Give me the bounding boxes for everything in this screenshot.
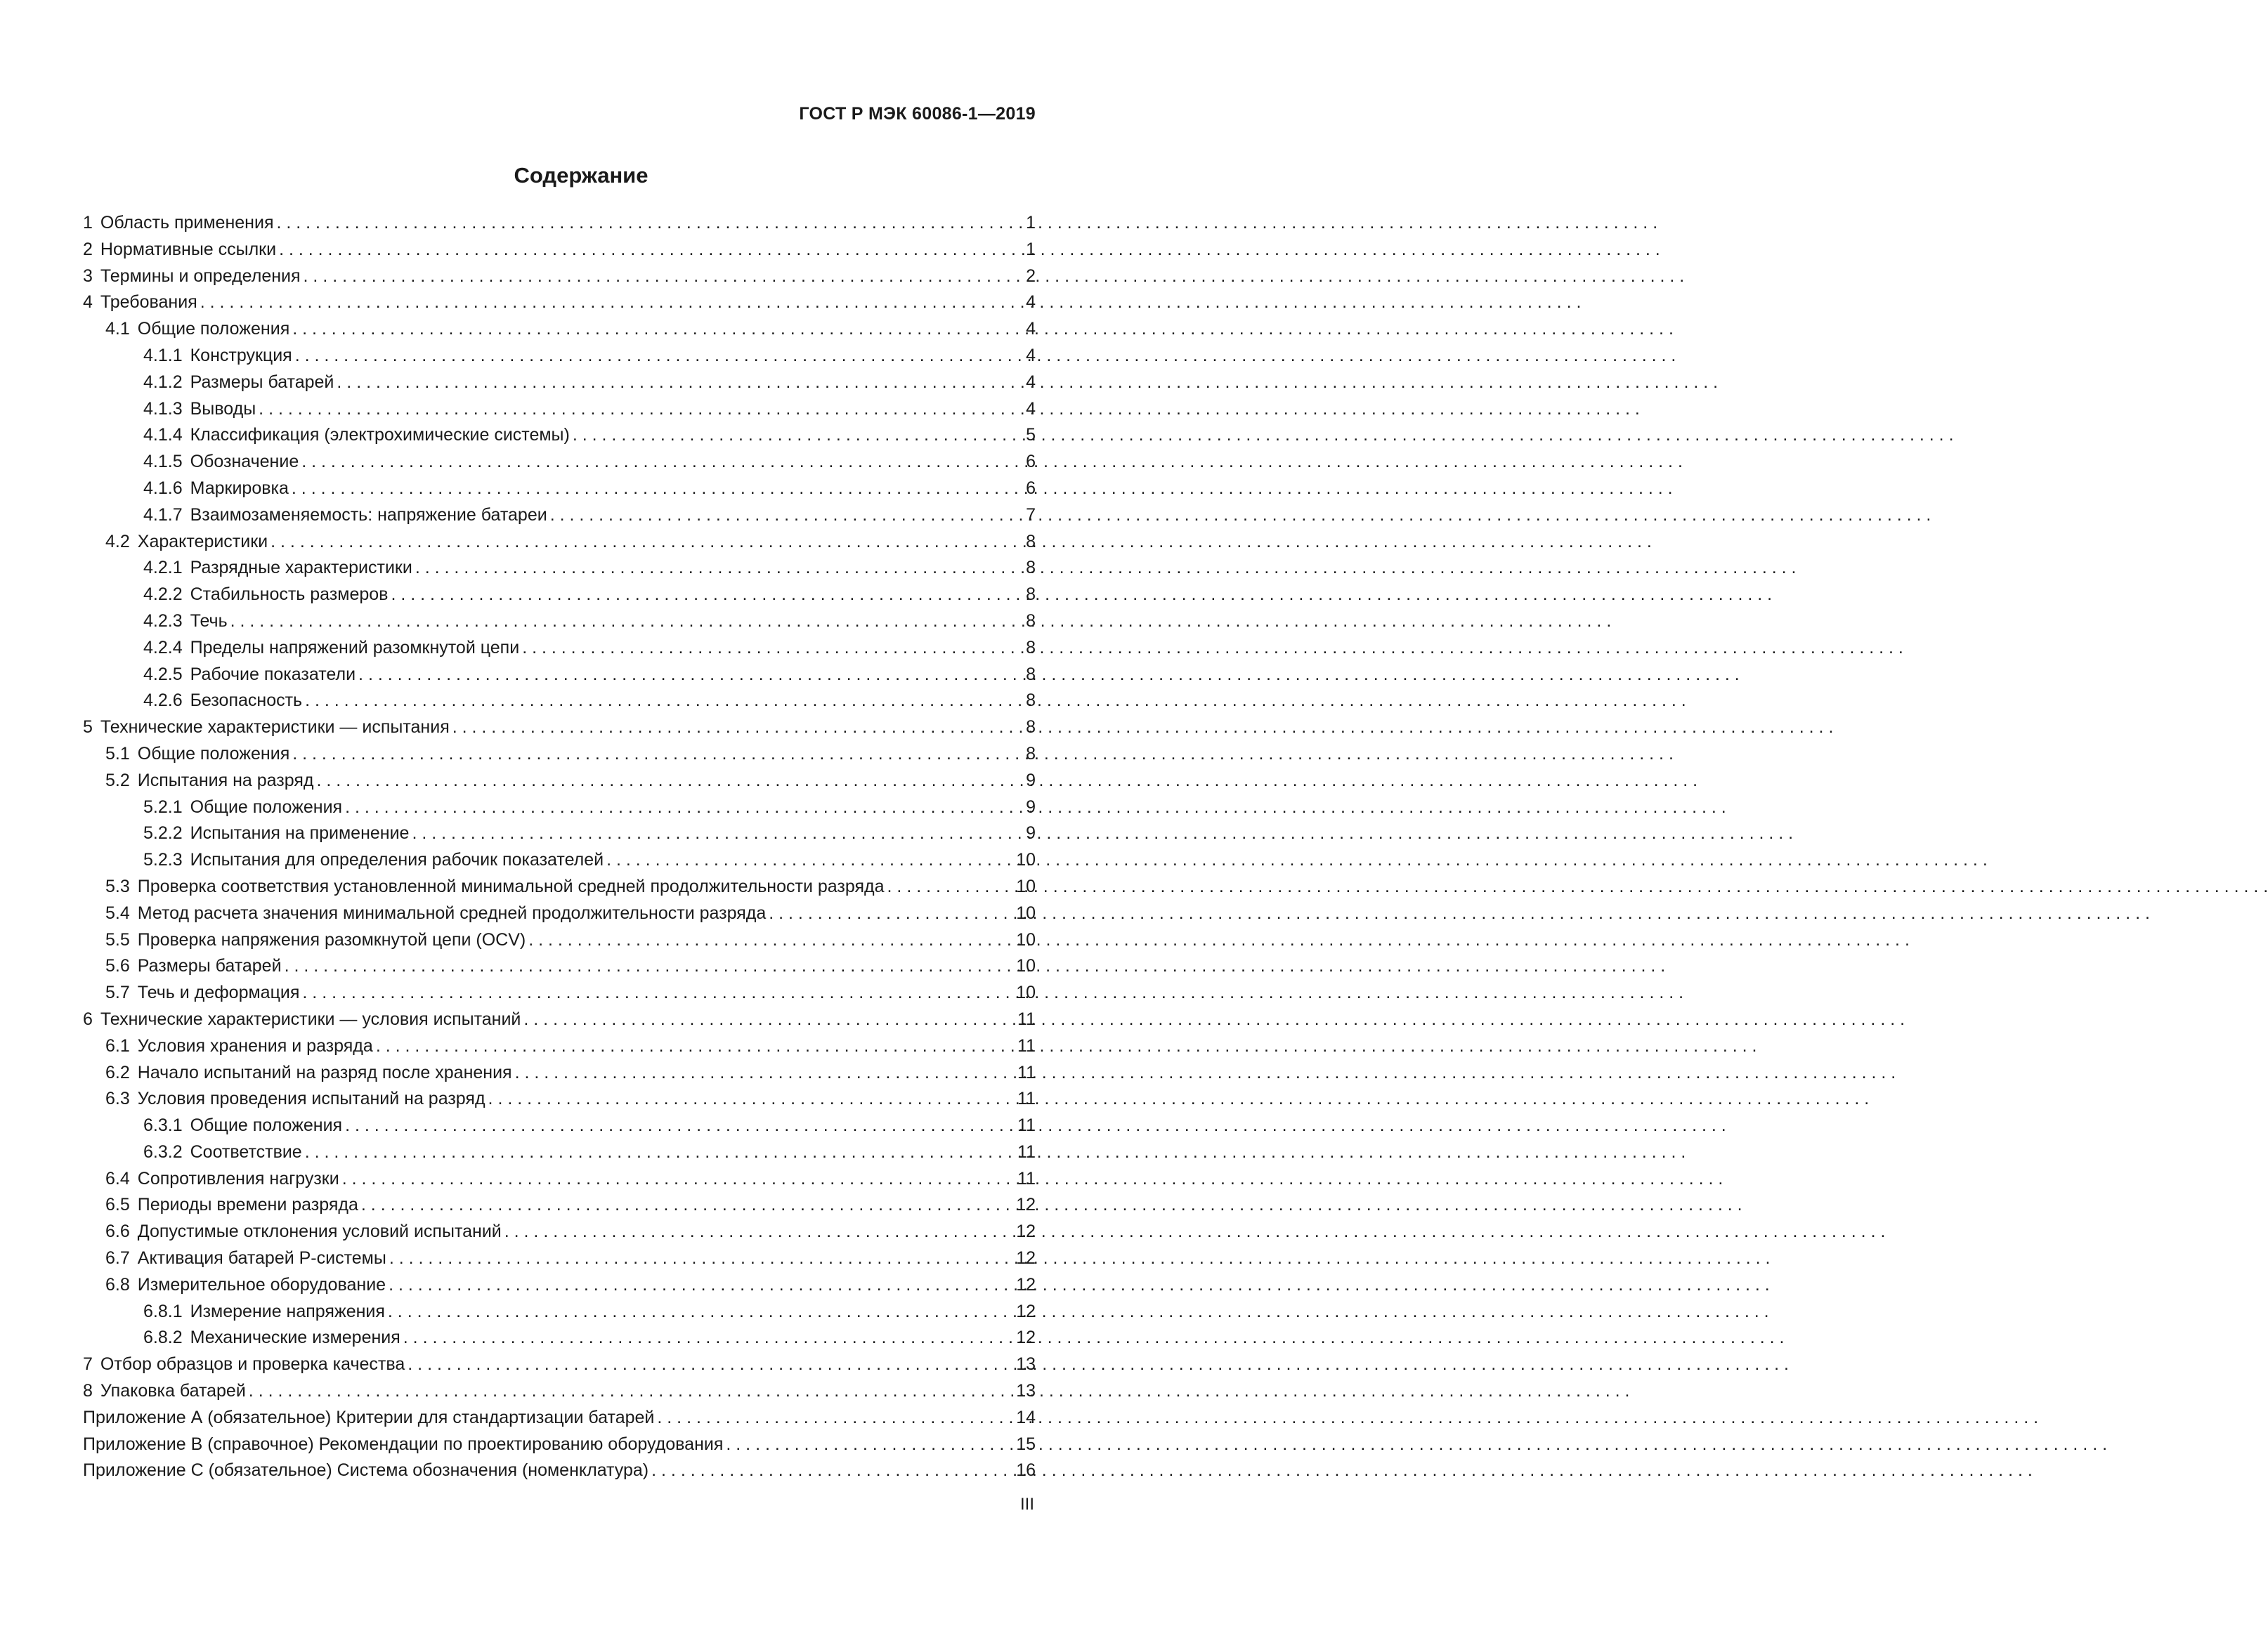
- toc-entry-label: Рабочие показатели: [190, 664, 356, 684]
- toc-entry-page: 1: [1026, 213, 1036, 233]
- dot-leader: [523, 1009, 1001, 1030]
- dot-leader: [316, 771, 1001, 791]
- toc-entry-label: Измерение напряжения: [190, 1301, 385, 1321]
- dot-leader: [528, 930, 1001, 950]
- toc-entry-number: 6.5: [105, 1195, 130, 1215]
- toc-entry[interactable]: [83, 213, 1036, 240]
- dot-leader: [292, 744, 1001, 764]
- toc-entry-label: Отбор образцов и проверка качества: [100, 1354, 405, 1375]
- toc-entry-label: Приложение В (справочное) Рекомендации по проектированию оборудования: [83, 1434, 724, 1454]
- toc-entry[interactable]: [83, 1328, 1036, 1354]
- toc-entry-number: 6.4: [105, 1168, 130, 1189]
- toc-entry-page: 6: [1026, 452, 1036, 472]
- dot-leader: [657, 1408, 1001, 1428]
- toc-entry-label: Маркировка: [190, 478, 289, 498]
- toc-entry-number: 5.2.3: [143, 850, 183, 870]
- toc-entry-label: Размеры батарей: [190, 372, 334, 392]
- toc-entry-label: Приложение С (обязательное) Система обозначения (номенклатура): [83, 1460, 649, 1481]
- toc-entry[interactable]: [83, 1063, 1036, 1089]
- toc-entry[interactable]: [83, 956, 1036, 983]
- toc-entry-label: Классификация (электрохимические системы): [190, 425, 570, 445]
- toc-entry-label: Конструкция: [190, 345, 292, 365]
- toc-entry-label: Испытания на применение: [190, 823, 410, 844]
- toc-entry-page: 8: [1026, 584, 1036, 605]
- toc-entry[interactable]: [83, 638, 1036, 665]
- dot-leader: [295, 346, 1001, 366]
- toc-entry-number: 6: [83, 1009, 93, 1029]
- toc-entry-number: 4.1.6: [143, 478, 183, 498]
- toc-entry-number: 5.7: [105, 983, 130, 1003]
- toc-entry[interactable]: [83, 1354, 1036, 1381]
- dot-leader: [301, 452, 1001, 472]
- toc-entry-number: 4.1: [105, 319, 130, 339]
- toc-entry-page: 10: [1016, 876, 1036, 896]
- toc-entry-page: 8: [1026, 664, 1036, 684]
- toc-entry[interactable]: [83, 823, 1036, 850]
- toc-entry-page: 8: [1026, 690, 1036, 711]
- toc-entry-number: 5: [83, 717, 93, 738]
- toc-entry[interactable]: [83, 478, 1036, 505]
- toc-entry-page: 4: [1026, 345, 1036, 365]
- toc-entry-page: 10: [1016, 850, 1036, 870]
- toc-entry-page: 15: [1016, 1434, 1036, 1454]
- dot-leader: [606, 850, 1001, 870]
- toc-entry[interactable]: [83, 1169, 1036, 1196]
- toc-entry-page: 6: [1026, 478, 1036, 498]
- toc-entry[interactable]: [83, 266, 1036, 293]
- toc-entry-label: Обозначение: [190, 452, 299, 472]
- toc-entry-page: 11: [1017, 1115, 1036, 1136]
- toc-entry-page: 8: [1026, 610, 1036, 631]
- dot-leader: [504, 1222, 1001, 1242]
- toc-entry[interactable]: [83, 930, 1036, 957]
- toc-entry[interactable]: [83, 319, 1036, 346]
- toc-entry-page: 10: [1016, 956, 1036, 976]
- dot-leader: [345, 797, 1001, 818]
- toc-entry-label: Периоды времени разряда: [137, 1195, 358, 1215]
- toc-entry-number: 4.1.3: [143, 398, 183, 419]
- table-of-contents: [83, 213, 1036, 1487]
- dot-leader: [412, 823, 1001, 844]
- toc-entry[interactable]: [83, 505, 1036, 532]
- toc-entry-label: Технические характеристики — испытания: [100, 717, 450, 738]
- toc-entry-label: Условия хранения и разряда: [137, 1035, 373, 1056]
- toc-entry-label: Размеры батарей: [137, 956, 282, 976]
- toc-entry[interactable]: [83, 346, 1036, 372]
- dot-leader: [200, 292, 1001, 313]
- toc-entry-page: 9: [1026, 770, 1036, 790]
- toc-entry-page: 4: [1026, 319, 1036, 339]
- dot-leader: [292, 319, 1001, 339]
- toc-entry-number: 4.2: [105, 531, 130, 551]
- toc-entry-number: 4.1.4: [143, 425, 183, 445]
- dot-leader: [249, 1381, 1001, 1401]
- toc-entry-page: 10: [1016, 903, 1036, 923]
- toc-entry-label: Технические характеристики — условия испытаний: [100, 1009, 521, 1029]
- toc-entry-number: 5.2.2: [143, 823, 183, 844]
- toc-entry-page: 14: [1016, 1407, 1036, 1427]
- toc-entry-number: 4.2.2: [143, 584, 183, 605]
- toc-entry[interactable]: [83, 717, 1036, 744]
- dot-leader: [292, 478, 1001, 499]
- toc-entry-label: Требования: [100, 292, 197, 313]
- toc-entry-label: Начало испытаний на разряд после хранения: [137, 1062, 512, 1082]
- toc-entry-number: 4.1.7: [143, 504, 183, 525]
- toc-entry[interactable]: [83, 1248, 1036, 1275]
- toc-entry-page: 4: [1026, 372, 1036, 392]
- toc-entry-page: 12: [1016, 1274, 1036, 1295]
- toc-entry-label: Испытания для определения рабочик показателей: [190, 850, 604, 870]
- toc-entry[interactable]: [83, 877, 1036, 903]
- toc-entry-label: Пределы напряжений разомкнутой цепи: [190, 637, 520, 657]
- toc-entry-label: Разрядные характеристики: [190, 558, 412, 578]
- toc-entry-page: 13: [1016, 1381, 1036, 1401]
- toc-entry-page: 9: [1026, 797, 1036, 817]
- toc-entry-label: Течь: [190, 610, 228, 631]
- dot-leader: [276, 213, 1001, 233]
- dot-leader: [337, 372, 1001, 393]
- dot-leader: [285, 956, 1001, 976]
- toc-entry-page: 12: [1016, 1301, 1036, 1321]
- toc-entry-label: Общие положения: [137, 319, 290, 339]
- dot-leader: [403, 1328, 1001, 1348]
- toc-entry[interactable]: [83, 611, 1036, 638]
- dot-leader: [376, 1036, 1001, 1056]
- toc-entry-page: 11: [1017, 1089, 1036, 1109]
- toc-entry-number: 6.7: [105, 1248, 130, 1269]
- toc-entry-label: Условия проведения испытаний на разряд: [137, 1089, 485, 1109]
- toc-entry-page: 16: [1016, 1460, 1036, 1481]
- dot-leader: [488, 1089, 1001, 1109]
- toc-entry-number: 7: [83, 1354, 93, 1375]
- toc-entry-number: 6.6: [105, 1222, 130, 1242]
- toc-entry[interactable]: [83, 1036, 1036, 1063]
- toc-title: Содержание: [514, 163, 649, 188]
- toc-entry-number: 5.4: [105, 903, 130, 923]
- toc-entry-label: Течь и деформация: [137, 983, 300, 1003]
- toc-entry-page: 11: [1017, 1141, 1036, 1162]
- toc-entry[interactable]: [83, 1460, 1036, 1487]
- toc-entry-number: 4.2.4: [143, 637, 183, 657]
- toc-entry-page: 12: [1016, 1195, 1036, 1215]
- toc-entry[interactable]: [83, 1115, 1036, 1142]
- toc-entry-label: Упаковка батарей: [100, 1381, 246, 1401]
- dot-leader: [388, 1302, 1001, 1322]
- toc-entry-label: Стабильность размеров: [190, 584, 389, 605]
- toc-entry-label: Термины и определения: [100, 266, 301, 286]
- toc-entry-number: 5.1: [105, 743, 130, 764]
- toc-entry-page: 8: [1026, 558, 1036, 578]
- dot-leader: [279, 240, 1001, 260]
- toc-entry[interactable]: [83, 1142, 1036, 1169]
- toc-entry[interactable]: [83, 665, 1036, 691]
- dot-leader: [515, 1063, 1001, 1083]
- toc-entry[interactable]: [83, 558, 1036, 584]
- dot-leader: [389, 1248, 1001, 1269]
- toc-entry-label: Проверка соответствия установленной минимальной средней продолжительности разряда: [137, 876, 885, 896]
- dot-leader: [769, 903, 1001, 924]
- toc-entry-label: Соответствие: [190, 1141, 302, 1162]
- toc-entry[interactable]: [83, 1408, 1036, 1434]
- toc-entry-number: 6.3: [105, 1089, 130, 1109]
- toc-entry-number: 5.5: [105, 929, 130, 950]
- toc-entry-label: Общие положения: [190, 1115, 343, 1136]
- dot-leader: [358, 665, 1001, 685]
- toc-entry[interactable]: [83, 1195, 1036, 1222]
- toc-entry[interactable]: [83, 399, 1036, 426]
- toc-entry-label: Область применения: [100, 213, 274, 233]
- toc-entry-number: 4.2.3: [143, 610, 183, 631]
- dot-leader: [726, 1434, 1001, 1455]
- toc-entry-label: Взаимозаменяемость: напряжение батареи: [190, 504, 547, 525]
- dot-leader: [342, 1169, 1001, 1189]
- toc-entry-number: 4.1.5: [143, 452, 183, 472]
- toc-entry[interactable]: [83, 1381, 1036, 1408]
- toc-entry-page: 8: [1026, 717, 1036, 738]
- toc-entry-number: 4.2.6: [143, 690, 183, 711]
- toc-entry-page: 8: [1026, 637, 1036, 657]
- toc-entry-label: Выводы: [190, 398, 256, 419]
- dot-leader: [408, 1354, 1001, 1375]
- toc-entry-label: Нормативные ссылки: [100, 239, 277, 259]
- toc-entry-number: 6.8: [105, 1274, 130, 1295]
- toc-entry-label: Испытания на разряд: [137, 770, 314, 790]
- toc-entry-page: 10: [1016, 929, 1036, 950]
- toc-entry[interactable]: [83, 452, 1036, 478]
- dot-leader: [345, 1115, 1001, 1136]
- dot-leader: [259, 399, 1001, 419]
- toc-entry-page: 11: [1017, 1035, 1036, 1056]
- toc-entry[interactable]: [83, 532, 1036, 558]
- toc-entry-page: 4: [1026, 398, 1036, 419]
- toc-entry[interactable]: [83, 1434, 1036, 1461]
- toc-entry-number: 1: [83, 213, 93, 233]
- toc-entry[interactable]: [83, 850, 1036, 877]
- toc-entry-label: Сопротивления нагрузки: [137, 1168, 339, 1189]
- toc-entry-label: Безопасность: [190, 690, 303, 711]
- dot-leader: [305, 1142, 1001, 1163]
- toc-entry[interactable]: [83, 1222, 1036, 1248]
- toc-entry-page: 12: [1016, 1222, 1036, 1242]
- toc-entry-number: 8: [83, 1381, 93, 1401]
- toc-entry-label: Измерительное оборудование: [137, 1274, 386, 1295]
- dot-leader: [522, 638, 1001, 658]
- page-number-footer: III: [1019, 1495, 1034, 1514]
- toc-entry-page: 12: [1016, 1328, 1036, 1348]
- toc-entry-label: Приложение А (обязательное) Критерии для стандартизации батарей: [83, 1407, 655, 1427]
- toc-entry-page: 11: [1017, 1168, 1036, 1189]
- toc-entry-number: 4.2.5: [143, 664, 183, 684]
- toc-entry-page: 7: [1026, 504, 1036, 525]
- toc-entry-number: 4.1.2: [143, 372, 183, 392]
- toc-entry[interactable]: [83, 983, 1036, 1009]
- dot-leader: [230, 611, 1001, 631]
- toc-entry-label: Активация батарей Р-системы: [137, 1248, 386, 1269]
- toc-entry[interactable]: [83, 797, 1036, 824]
- dot-leader: [573, 425, 1001, 445]
- toc-entry-page: 12: [1016, 1248, 1036, 1269]
- toc-entry-page: 4: [1026, 292, 1036, 313]
- toc-entry-number: 5.2.1: [143, 797, 183, 817]
- toc-entry-number: 5.3: [105, 876, 130, 896]
- toc-entry-label: Метод расчета значения минимальной средней продолжительности разряда: [137, 903, 767, 923]
- toc-entry[interactable]: [83, 771, 1036, 797]
- dot-leader: [651, 1460, 1001, 1481]
- toc-entry-number: 6.8.2: [143, 1328, 183, 1348]
- toc-entry[interactable]: [83, 744, 1036, 771]
- toc-entry-number: 4: [83, 292, 93, 313]
- toc-entry[interactable]: [83, 240, 1036, 266]
- toc-entry-label: Проверка напряжения разомкнутой цепи (OCV): [137, 929, 526, 950]
- toc-entry-number: 6.3.1: [143, 1115, 183, 1136]
- toc-entry-page: 11: [1017, 1009, 1036, 1029]
- toc-entry[interactable]: [83, 690, 1036, 717]
- toc-entry[interactable]: [83, 584, 1036, 611]
- toc-entry-number: 5.6: [105, 956, 130, 976]
- toc-entry-label: Характеристики: [137, 531, 268, 551]
- toc-entry-number: 6.2: [105, 1062, 130, 1082]
- toc-entry-page: 9: [1026, 823, 1036, 844]
- dot-leader: [887, 877, 1001, 897]
- dot-leader: [452, 717, 1001, 738]
- dot-leader: [415, 558, 1001, 578]
- dot-leader: [304, 266, 1001, 287]
- toc-entry-number: 6.3.2: [143, 1141, 183, 1162]
- dot-leader: [361, 1195, 1001, 1215]
- toc-entry-page: 13: [1016, 1354, 1036, 1375]
- toc-entry[interactable]: [83, 1009, 1036, 1036]
- dot-leader: [271, 532, 1001, 552]
- toc-entry-label: Допустимые отклонения условий испытаний: [137, 1222, 502, 1242]
- dot-leader: [389, 1275, 1001, 1295]
- toc-entry[interactable]: [83, 372, 1036, 399]
- toc-entry-page: 1: [1026, 239, 1036, 259]
- toc-entry-number: 4.2.1: [143, 558, 183, 578]
- toc-entry-number: 6.1: [105, 1035, 130, 1056]
- toc-entry-page: 10: [1016, 983, 1036, 1003]
- dot-leader: [550, 505, 1001, 525]
- toc-entry-page: 11: [1017, 1062, 1036, 1082]
- toc-entry[interactable]: [83, 1275, 1036, 1302]
- toc-entry[interactable]: [83, 425, 1036, 452]
- toc-entry-page: 8: [1026, 743, 1036, 764]
- toc-entry[interactable]: [83, 903, 1036, 930]
- toc-entry-label: Общие положения: [190, 797, 343, 817]
- toc-entry-number: 4.1.1: [143, 345, 183, 365]
- dot-leader: [305, 690, 1001, 711]
- toc-entry-number: 3: [83, 266, 93, 286]
- toc-entry-label: Общие положения: [137, 743, 290, 764]
- toc-entry[interactable]: [83, 1089, 1036, 1115]
- toc-entry-number: 5.2: [105, 770, 130, 790]
- toc-entry-number: 6.8.1: [143, 1301, 183, 1321]
- toc-entry-page: 8: [1026, 531, 1036, 551]
- toc-entry-page: 5: [1026, 425, 1036, 445]
- toc-entry-page: 2: [1026, 266, 1036, 286]
- dot-leader: [302, 983, 1001, 1003]
- toc-entry-label: Механические измерения: [190, 1328, 400, 1348]
- toc-entry[interactable]: [83, 292, 1036, 319]
- toc-entry-number: 2: [83, 239, 93, 259]
- standard-code-header: ГОСТ Р МЭК 60086-1—2019: [799, 104, 1036, 124]
- dot-leader: [391, 584, 1001, 605]
- toc-entry[interactable]: [83, 1302, 1036, 1328]
